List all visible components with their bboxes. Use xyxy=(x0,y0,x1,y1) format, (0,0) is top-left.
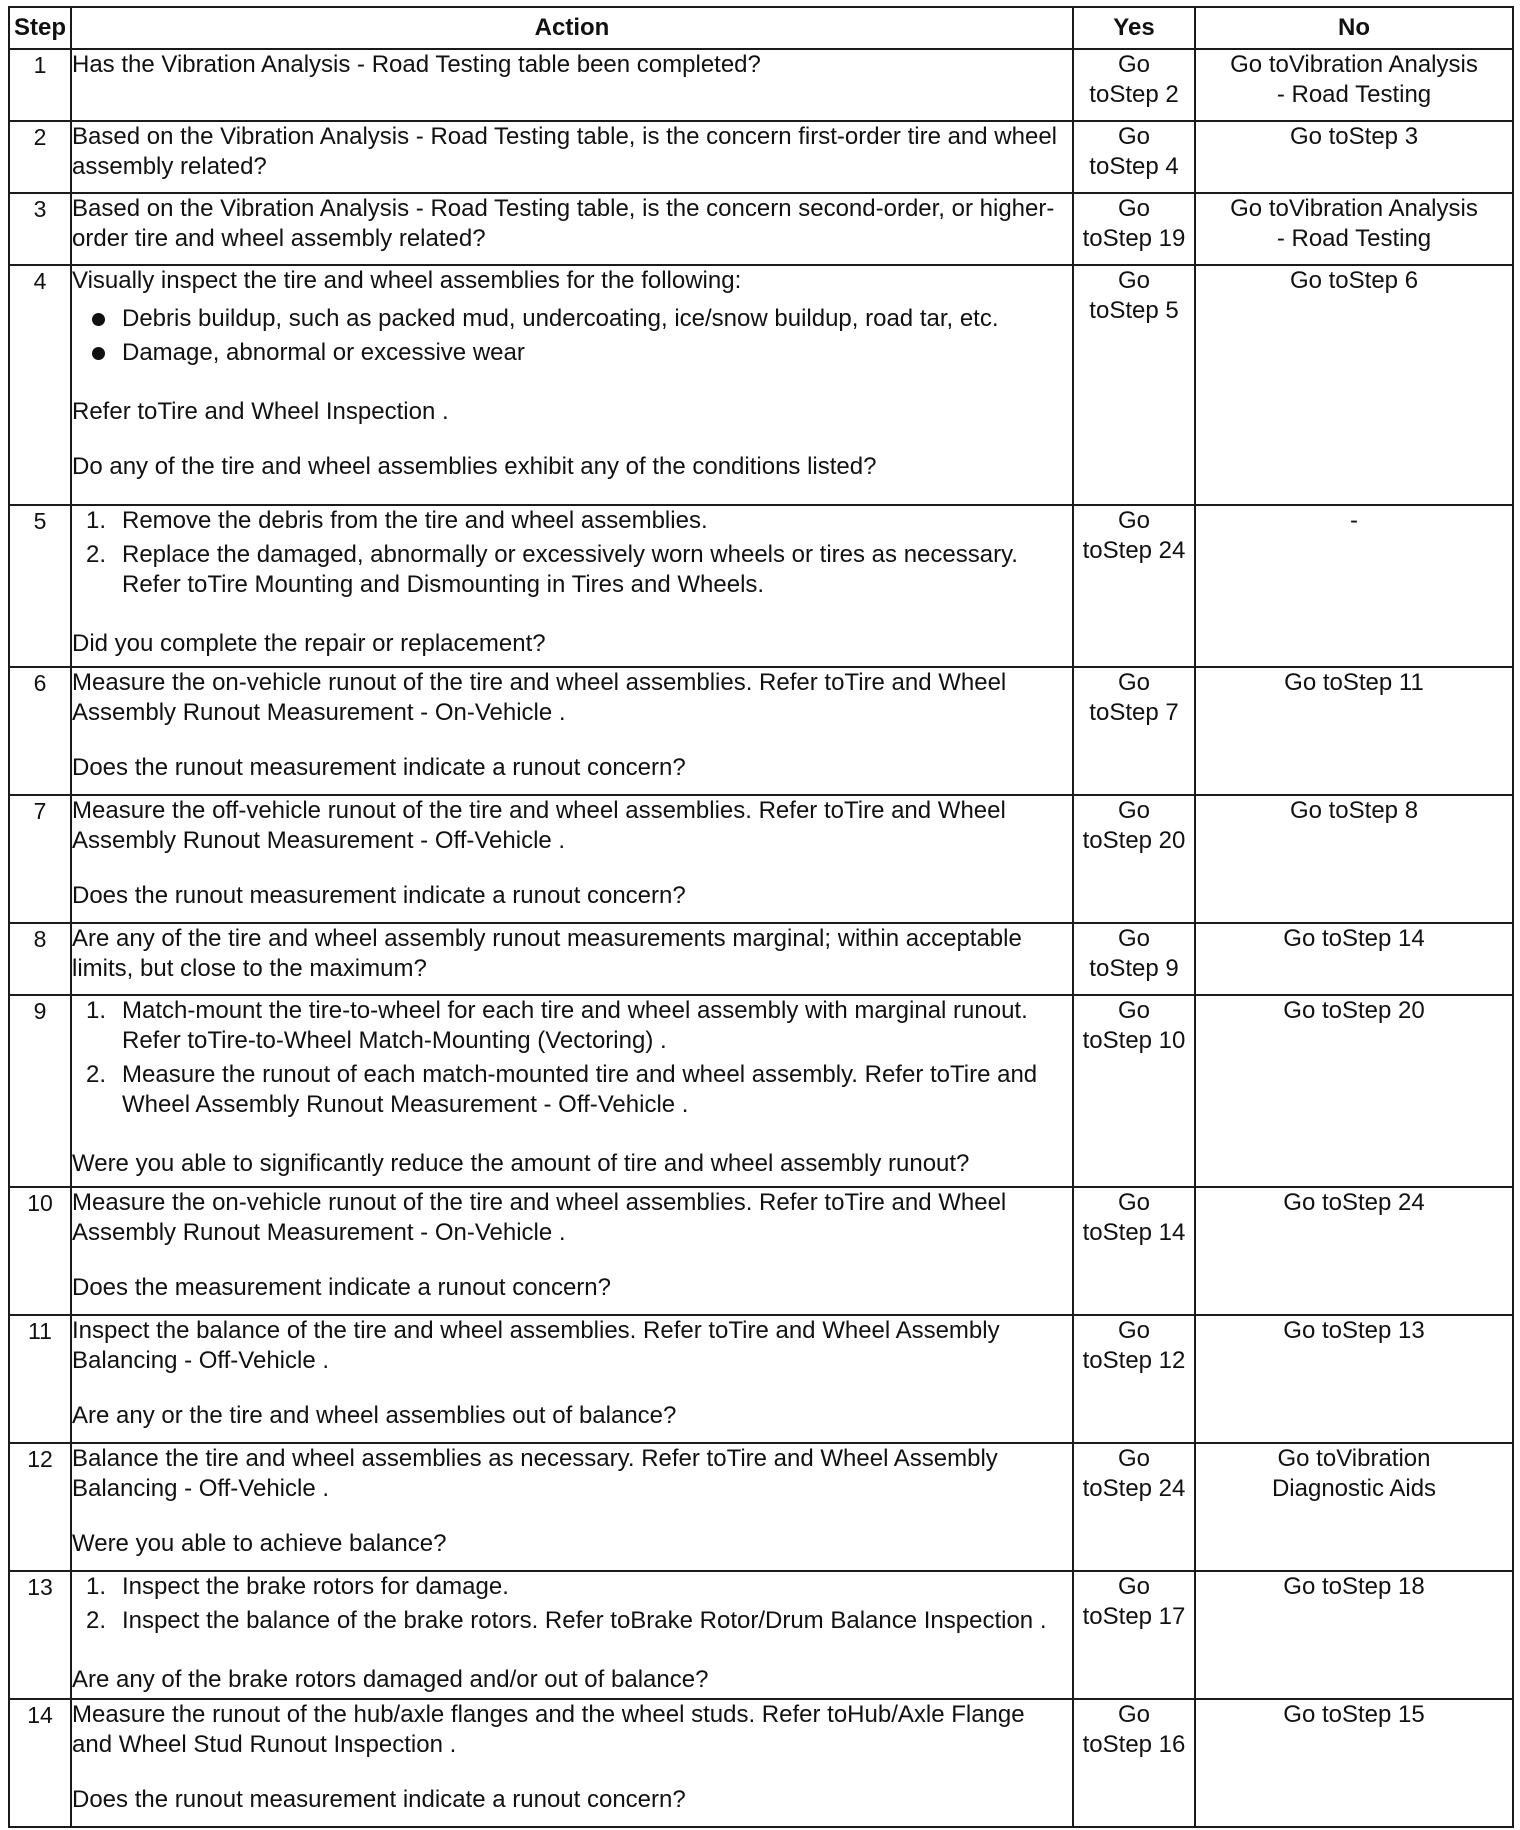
table-row xyxy=(9,49,1513,121)
yes-cell xyxy=(1073,1315,1195,1443)
yes-cell xyxy=(1073,923,1195,995)
no-cell xyxy=(1195,505,1513,667)
procedure-list xyxy=(72,506,1072,600)
refer-link[interactable]: Balancing - Off-Vehicle . xyxy=(72,1475,330,1502)
action-text: Inspect the balance of the tire and wheel assemblies. Refer toTire and Wheel Assembly Balancing - Off-Vehicle . Are any or the tire and wheel assemblies out of balance? xyxy=(71,1315,1073,1443)
yes-link[interactable]: Go xyxy=(1117,925,1150,952)
table-row xyxy=(9,505,1513,667)
step-number: 5 xyxy=(9,505,71,667)
list-item: 1. Remove the debris from the tire and wheel assemblies. xyxy=(86,507,708,534)
action-text xyxy=(71,265,1073,505)
step-number: 7 xyxy=(9,795,71,923)
table-row xyxy=(9,1571,1513,1699)
yes-link[interactable]: Go xyxy=(1117,195,1150,222)
yes-cell xyxy=(1073,667,1195,795)
action-question: Were you able to significantly reduce the amount of tire and wheel assembly runout? xyxy=(72,1150,970,1177)
yes-link[interactable]: toStep 24 xyxy=(1082,1475,1186,1502)
header-step: Step xyxy=(9,7,71,49)
header-action: Action xyxy=(71,7,1073,49)
procedure-list xyxy=(72,1572,1072,1636)
yes-link[interactable]: toStep 10 xyxy=(1082,1027,1186,1054)
step-number: 2 xyxy=(9,121,71,193)
no-link[interactable]: - Road Testing xyxy=(1276,81,1432,108)
no-cell xyxy=(1195,1571,1513,1699)
action-text: Measure the on-vehicle runout of the tire and wheel assemblies. Refer toTire and Wheel Assembly Runout Measurement - On-Vehicle . Does the runout measurement indicate a runout concern? xyxy=(71,667,1073,795)
no-link[interactable]: Go toStep 24 xyxy=(1283,1189,1425,1216)
action-question: Do any of the tire and wheel assemblies exhibit any of the conditions listed? xyxy=(72,453,877,480)
yes-link[interactable]: Go xyxy=(1117,669,1150,696)
step-number: 6 xyxy=(9,667,71,795)
list-item: 2. Measure the runout of each match-mounted tire and wheel assembly. Refer toTire and Wheel Assembly Runout Measurement - Off-Vehicle . xyxy=(122,1060,1072,1120)
yes-cell xyxy=(1073,505,1195,667)
step-number: 12 xyxy=(9,1443,71,1571)
table-row xyxy=(9,1443,1513,1571)
action-text xyxy=(71,995,1073,1187)
no-cell xyxy=(1195,923,1513,995)
no-link[interactable]: - Road Testing xyxy=(1276,225,1432,252)
yes-cell xyxy=(1073,121,1195,193)
step-number: 8 xyxy=(9,923,71,995)
yes-cell xyxy=(1073,49,1195,121)
action-question: Does the runout measurement indicate a runout concern? xyxy=(72,1786,686,1813)
action-question: Does the runout measurement indicate a runout concern? xyxy=(72,882,686,909)
no-link[interactable]: Go toVibration xyxy=(1277,1445,1431,1472)
yes-link[interactable]: toStep 16 xyxy=(1082,1731,1186,1758)
no-cell xyxy=(1195,1187,1513,1315)
diagnostic-table xyxy=(8,6,1514,1828)
step-number: 4 xyxy=(9,265,71,505)
action-text: Measure the on-vehicle runout of the tire and wheel assemblies. Refer toTire and Wheel Assembly Runout Measurement - On-Vehicle . Does the measurement indicate a runout concern? xyxy=(71,1187,1073,1315)
yes-link[interactable]: Go xyxy=(1117,997,1150,1024)
list-item: 1. Match-mount the tire-to-wheel for each tire and wheel assembly with marginal runout. Refer toTire-to-Wheel Match-Mounting (Vectoring) . xyxy=(122,996,1072,1056)
yes-link[interactable]: Go xyxy=(1117,123,1150,150)
table-row xyxy=(9,1315,1513,1443)
yes-cell xyxy=(1073,1571,1195,1699)
list-item: Debris buildup, such as packed mud, undercoating, ice/snow buildup, road tar, etc. xyxy=(122,304,1072,334)
no-cell xyxy=(1195,49,1513,121)
step-number: 3 xyxy=(9,193,71,265)
no-cell xyxy=(1195,121,1513,193)
header-yes: Yes xyxy=(1073,7,1195,49)
no-cell xyxy=(1195,795,1513,923)
step-number: 1 xyxy=(9,49,71,121)
yes-link[interactable]: Go xyxy=(1117,1573,1150,1600)
yes-link[interactable]: Go xyxy=(1117,507,1150,534)
step-number: 11 xyxy=(9,1315,71,1443)
yes-link[interactable]: Go xyxy=(1117,1189,1150,1216)
action-text: Measure the off-vehicle runout of the tire and wheel assemblies. Refer toTire and Wheel Assembly Runout Measurement - Off-Vehicle . Does the runout measurement indicate a runout concern? xyxy=(71,795,1073,923)
yes-cell xyxy=(1073,1187,1195,1315)
refer-link[interactable]: Assembly Runout Measurement - On-Vehicle . xyxy=(72,699,566,726)
yes-link[interactable]: toStep 4 xyxy=(1089,153,1179,180)
no-cell xyxy=(1195,1443,1513,1571)
action-question: Are any or the tire and wheel assemblies out of balance? xyxy=(72,1402,677,1429)
yes-link[interactable]: toStep 24 xyxy=(1082,537,1186,564)
no-cell xyxy=(1195,667,1513,795)
yes-link[interactable]: toStep 7 xyxy=(1089,699,1179,726)
action-text xyxy=(71,1571,1073,1699)
action-text: Based on the Vibration Analysis - Road Testing table, is the concern first-order tire and wheel assembly related? xyxy=(71,121,1073,193)
no-cell xyxy=(1195,1315,1513,1443)
step-number: 14 xyxy=(9,1699,71,1827)
action-question: Were you able to achieve balance? xyxy=(72,1530,447,1557)
no-link[interactable]: Go toStep 15 xyxy=(1283,1701,1425,1728)
no-link[interactable]: Go toStep 13 xyxy=(1283,1317,1425,1344)
yes-link[interactable]: Go xyxy=(1117,797,1150,824)
yes-link[interactable]: Go xyxy=(1117,267,1150,294)
step-number: 10 xyxy=(9,1187,71,1315)
refer-link[interactable]: Refer toTire-to-Wheel Match-Mounting (Vectoring) . xyxy=(122,1027,667,1054)
action-question: Does the runout measurement indicate a runout concern? xyxy=(72,754,686,781)
yes-link[interactable]: toStep 2 xyxy=(1089,81,1179,108)
step-number: 13 xyxy=(9,1571,71,1699)
procedure-list xyxy=(72,996,1072,1120)
yes-link[interactable]: toStep 9 xyxy=(1089,955,1179,982)
action-text: Based on the Vibration Analysis - Road Testing table, is the concern second-order, or higher-order tire and wheel assembly related? xyxy=(71,193,1073,265)
table-row xyxy=(9,795,1513,923)
no-cell xyxy=(1195,193,1513,265)
table-row xyxy=(9,1187,1513,1315)
action-text: Has the Vibration Analysis - Road Testing table been completed? xyxy=(71,49,1073,121)
refer-link[interactable]: Assembly Runout Measurement - Off-Vehicle . xyxy=(72,827,566,854)
yes-link[interactable]: Go xyxy=(1117,1317,1150,1344)
yes-link[interactable]: Go xyxy=(1117,1701,1150,1728)
list-item: Damage, abnormal or excessive wear xyxy=(122,338,1072,368)
no-link[interactable]: Go toVibration Analysis xyxy=(1230,195,1478,222)
list-item: 2. Inspect the balance of the brake rotors. Refer toBrake Rotor/Drum Balance Inspection . xyxy=(122,1606,1072,1636)
refer-link[interactable]: Refer toTire Mounting and Dismounting in Tires and Wheels. xyxy=(122,571,765,598)
no-link[interactable]: Go toStep 6 xyxy=(1289,267,1419,294)
no-value: - xyxy=(1350,507,1358,534)
table-row xyxy=(9,995,1513,1187)
action-text: Balance the tire and wheel assemblies as necessary. Refer toTire and Wheel Assembly Balancing - Off-Vehicle . Were you able to achieve balance? xyxy=(71,1443,1073,1571)
yes-cell xyxy=(1073,265,1195,505)
step-number: 9 xyxy=(9,995,71,1187)
table-row xyxy=(9,265,1513,505)
refer-link[interactable]: Balancing - Off-Vehicle . xyxy=(72,1347,330,1374)
no-link[interactable]: Diagnostic Aids xyxy=(1271,1475,1437,1502)
header-row xyxy=(9,7,1513,49)
action-text: Measure the runout of the hub/axle flanges and the wheel studs. Refer toHub/Axle Flange and Wheel Stud Runout Inspection . Does the runout measurement indicate a runout concern? xyxy=(71,1699,1073,1827)
no-cell xyxy=(1195,995,1513,1187)
yes-link[interactable]: Go xyxy=(1117,1445,1150,1472)
no-link[interactable]: Go toStep 8 xyxy=(1289,797,1419,824)
action-text: Are any of the tire and wheel assembly runout measurements marginal; within acceptable limits, but close to the maximum? xyxy=(71,923,1073,995)
no-link[interactable]: Go toStep 20 xyxy=(1283,997,1425,1024)
yes-link[interactable]: toStep 17 xyxy=(1082,1603,1186,1630)
table-row xyxy=(9,121,1513,193)
yes-link[interactable]: Go xyxy=(1117,51,1150,78)
action-question: Does the measurement indicate a runout concern? xyxy=(72,1274,611,1301)
refer-link[interactable]: Refer toTire and Wheel Inspection . xyxy=(72,398,449,425)
no-link[interactable]: Go toStep 14 xyxy=(1283,925,1425,952)
action-question: Did you complete the repair or replacement? xyxy=(72,630,546,657)
table-row xyxy=(9,667,1513,795)
yes-cell xyxy=(1073,1443,1195,1571)
yes-link[interactable]: toStep 5 xyxy=(1089,297,1179,324)
no-cell xyxy=(1195,1699,1513,1827)
yes-cell xyxy=(1073,193,1195,265)
refer-link[interactable]: Assembly Runout Measurement - On-Vehicle . xyxy=(72,1219,566,1246)
no-link[interactable]: Go toStep 11 xyxy=(1284,669,1424,696)
yes-cell xyxy=(1073,1699,1195,1827)
yes-cell xyxy=(1073,795,1195,923)
table-row xyxy=(9,923,1513,995)
action-text xyxy=(71,505,1073,667)
list-item: 1. Inspect the brake rotors for damage. xyxy=(86,1573,509,1600)
list-item: 2. Replace the damaged, abnormally or excessively worn wheels or tires as necessary. Refer toTire Mounting and Dismounting in Tires and Wheels. xyxy=(122,540,1072,600)
action-question: Are any of the brake rotors damaged and/or out of balance? xyxy=(72,1666,709,1693)
table-row xyxy=(9,193,1513,265)
yes-link[interactable]: toStep 12 xyxy=(1082,1347,1186,1374)
no-link[interactable]: Go toVibration Analysis xyxy=(1230,51,1478,78)
no-link[interactable]: Go toStep 3 xyxy=(1289,123,1419,150)
header-no: No xyxy=(1195,7,1513,49)
table-row xyxy=(9,1699,1513,1827)
yes-cell xyxy=(1073,995,1195,1187)
condition-list xyxy=(72,304,1072,368)
refer-link[interactable]: Inspect the balance of the brake rotors. Refer toBrake Rotor/Drum Balance Inspection . xyxy=(122,1607,1047,1634)
action-intro: Visually inspect the tire and wheel assemblies for the following: xyxy=(72,267,742,294)
no-cell xyxy=(1195,265,1513,505)
refer-link[interactable]: Wheel Assembly Runout Measurement - Off-Vehicle . xyxy=(122,1091,689,1118)
no-link[interactable]: Go toStep 18 xyxy=(1283,1573,1425,1600)
yes-link[interactable]: toStep 14 xyxy=(1082,1219,1186,1246)
yes-link[interactable]: toStep 20 xyxy=(1082,827,1186,854)
refer-link[interactable]: and Wheel Stud Runout Inspection . xyxy=(72,1731,457,1758)
yes-link[interactable]: toStep 19 xyxy=(1082,225,1186,252)
